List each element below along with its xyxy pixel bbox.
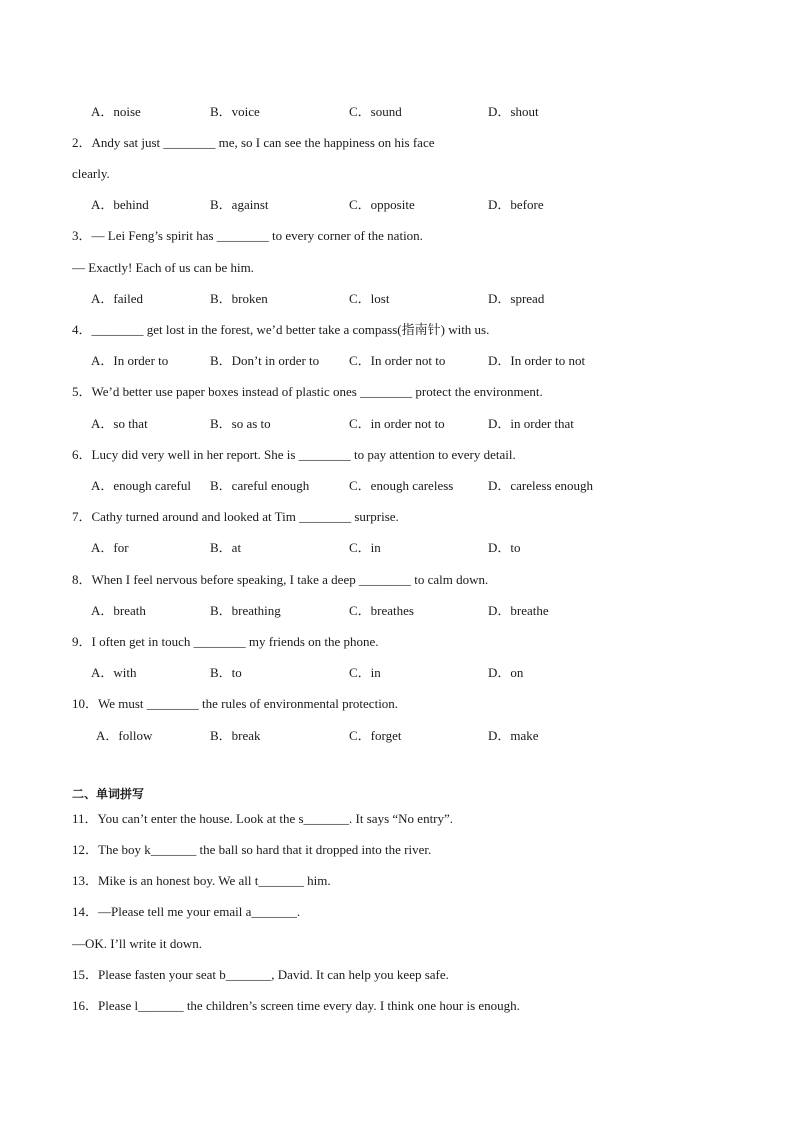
q2-options [91,197,691,213]
q6-stem: 6．Lucy did very well in her report. She is ________ to pay attention to every detail. [72,447,516,462]
q3-option-a: A．failed [91,291,143,306]
q16-stem: 16．Please l_______ the children’s screen time every day. I think one hour is enough. [72,998,520,1013]
q10-options [96,728,696,744]
q5-option-d: D．in order that [488,416,574,431]
q8-option-c: C．breathes [349,603,414,618]
q1-option-b: B．voice [210,104,260,119]
q5-options [91,416,691,432]
q3-option-d: D．spread [488,291,545,306]
q2-stem-line2: clearly. [72,166,110,181]
q6-option-c: C．enough careless [349,478,454,493]
q3-stem-line2: — Exactly! Each of us can be him. [72,260,254,275]
q3-options [91,291,691,307]
q5-option-b: B．so as to [210,416,271,431]
q10-option-d: D．make [488,728,539,743]
q2-stem-line1: 2．Andy sat just ________ me, so I can see the happiness on his face [72,135,435,150]
q4-option-a: A．In order to [91,353,169,368]
q1-option-d: D．shout [488,104,539,119]
q1-options [91,104,691,120]
q7-option-d: D．to [488,540,521,555]
q9-option-b: B．to [210,665,242,680]
q15-stem: 15．Please fasten your seat b_______, David. It can help you keep safe. [72,967,449,982]
q7-option-c: C．in [349,540,381,555]
q3-option-b: B．broken [210,291,268,306]
q8-options [91,603,691,619]
q5-option-c: C．in order not to [349,416,445,431]
q14-reply: —OK. I’ll write it down. [72,936,202,951]
q7-options [91,540,691,556]
section-title-spelling: 二、单词拼写 [72,787,145,801]
q7-option-a: A．for [91,540,129,555]
q4-option-b: B．Don’t in order to [210,353,320,368]
q14-stem: 14．—Please tell me your email a_______. [72,904,301,919]
q10-option-c: C．forget [349,728,402,743]
q10-option-a: A．follow [96,728,153,743]
q9-option-a: A．with [91,665,137,680]
q3-stem-line1: 3．— Lei Feng’s spirit has ________ to every corner of the nation. [72,228,423,243]
q8-option-a: A．breath [91,603,146,618]
q9-stem: 9．I often get in touch ________ my friends on the phone. [72,634,379,649]
q6-option-a: A．enough careful [91,478,191,493]
q6-option-d: D．careless enough [488,478,594,493]
q4-stem: 4．________ get lost in the forest, we’d better take a compass(指南针) with us. [72,322,490,337]
q6-option-b: B．careful enough [210,478,310,493]
q7-option-b: B．at [210,540,242,555]
q7-stem: 7．Cathy turned around and looked at Tim ________ surprise. [72,509,399,524]
q13-stem: 13．Mike is an honest boy. We all t_______ him. [72,873,331,888]
q3-option-c: C．lost [349,291,390,306]
q4-options [91,353,691,369]
q1-option-c: C．sound [349,104,402,119]
q2-option-a: A．behind [91,197,149,212]
q2-option-b: B．against [210,197,269,212]
q2-option-d: D．before [488,197,544,212]
q10-stem: 10．We must ________ the rules of environmental protection. [72,696,399,711]
q4-option-c: C．In order not to [349,353,446,368]
q6-options [91,478,691,494]
q2-option-c: C．opposite [349,197,415,212]
q4-option-d: D．In order to not [488,353,586,368]
q5-option-a: A．so that [91,416,148,431]
q5-stem: 5．We’d better use paper boxes instead of plastic ones ________ protect the environment. [72,384,543,399]
q8-option-b: B．breathing [210,603,281,618]
q12-stem: 12．The boy k_______ the ball so hard that it dropped into the river. [72,842,432,857]
q9-option-d: D．on [488,665,524,680]
q11-stem: 11．You can’t enter the house. Look at the s_______. It says “No entry”. [72,811,454,826]
q9-option-c: C．in [349,665,381,680]
q1-option-a: A．noise [91,104,141,119]
q8-option-d: D．breathe [488,603,549,618]
q10-option-b: B．break [210,728,261,743]
q9-options [91,665,691,681]
q8-stem: 8．When I feel nervous before speaking, I take a deep ________ to calm down. [72,572,489,587]
